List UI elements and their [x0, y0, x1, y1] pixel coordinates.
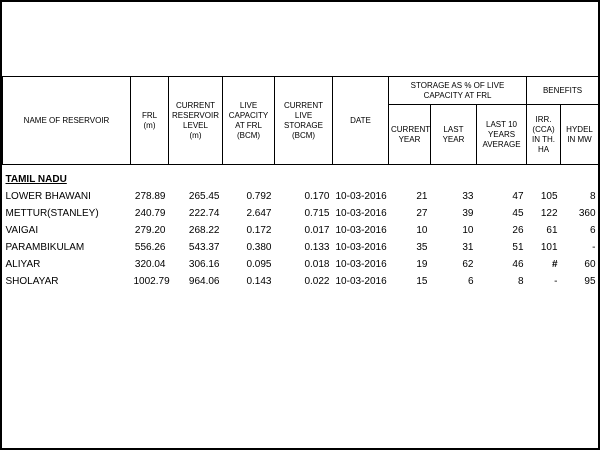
cell-irr: #: [551, 259, 558, 270]
cell-level: 543.37: [188, 242, 220, 253]
cell-current-year: 15: [416, 276, 428, 287]
cell-last10: 8: [517, 276, 524, 287]
cell-irr: 105: [540, 191, 558, 202]
cell-hydel: -: [592, 242, 596, 253]
cell-date: 10-03-2016: [335, 242, 387, 253]
header-storage-group: STORAGE AS % OF LIVE CAPACITY AT FRL: [389, 77, 527, 105]
cell-name: LOWER BHAWANI: [5, 191, 91, 202]
header-benefits-group: BENEFITS: [527, 77, 599, 105]
table-row: [3, 239, 599, 256]
cell-current-year: 10: [416, 225, 428, 236]
header-last-year: LAST YEAR: [431, 105, 477, 165]
cell-hydel: 6: [589, 225, 596, 236]
header-current-level: CURRENT RESERVOIR LEVEL (m): [169, 77, 223, 165]
cell-last-year: 62: [462, 259, 474, 270]
cell-date: 10-03-2016: [335, 208, 387, 219]
cell-capacity: 0.380: [246, 242, 272, 253]
cell-hydel: 60: [584, 259, 596, 270]
header-irr: IRR. (CCA) IN TH. HA: [527, 105, 561, 165]
cell-storage: 0.170: [304, 191, 330, 202]
cell-capacity: 0.095: [246, 259, 272, 270]
cell-last10: 51: [512, 242, 524, 253]
cell-last10: 45: [512, 208, 524, 219]
table-row: [3, 273, 599, 290]
cell-frl: 279.20: [134, 225, 166, 236]
cell-last-year: 10: [462, 225, 474, 236]
cell-irr: 122: [540, 208, 558, 219]
cell-frl: 320.04: [134, 259, 166, 270]
cell-hydel: 95: [584, 276, 596, 287]
cell-frl: 240.79: [134, 208, 166, 219]
header-hydel: HYDEL IN MW: [561, 105, 599, 165]
table-row: [3, 205, 599, 222]
cell-level: 268.22: [188, 225, 220, 236]
cell-last-year: 6: [467, 276, 474, 287]
region-heading: TAMIL NADU: [5, 174, 67, 185]
cell-storage: 0.022: [304, 276, 330, 287]
cell-current-year: 35: [416, 242, 428, 253]
cell-last10: 46: [512, 259, 524, 270]
cell-date: 10-03-2016: [335, 191, 387, 202]
reservoir-table: [2, 76, 599, 290]
header-date: DATE: [333, 77, 389, 165]
cell-capacity: 0.172: [246, 225, 272, 236]
cell-name: PARAMBIKULAM: [5, 242, 85, 253]
cell-name: METTUR(STANLEY): [5, 208, 99, 219]
cell-irr: 101: [540, 242, 558, 253]
cell-frl: 556.26: [134, 242, 166, 253]
cell-last10: 47: [512, 191, 524, 202]
cell-current-year: 19: [416, 259, 428, 270]
cell-level: 306.16: [188, 259, 220, 270]
cell-date: 10-03-2016: [335, 225, 387, 236]
cell-last-year: 39: [462, 208, 474, 219]
cell-name: SHOLAYAR: [5, 276, 59, 287]
cell-storage: 0.018: [304, 259, 330, 270]
cell-last-year: 31: [462, 242, 474, 253]
header-current-year: CURRENT YEAR: [389, 105, 431, 165]
cell-irr: -: [554, 276, 558, 287]
cell-storage: 0.017: [304, 225, 330, 236]
cell-frl: 278.89: [134, 191, 166, 202]
cell-name: VAIGAI: [5, 225, 39, 236]
header-name: NAME OF RESERVOIR: [3, 77, 131, 165]
cell-level: 964.06: [188, 276, 220, 287]
cell-storage: 0.715: [304, 208, 330, 219]
header-frl: FRL (m): [131, 77, 169, 165]
cell-irr: 61: [546, 225, 558, 236]
cell-hydel: 8: [589, 191, 596, 202]
cell-frl: 1002.79: [133, 276, 170, 287]
cell-current-year: 27: [416, 208, 428, 219]
cell-date: 10-03-2016: [335, 276, 387, 287]
cell-level: 222.74: [188, 208, 220, 219]
cell-last-year: 33: [462, 191, 474, 202]
cell-current-year: 21: [416, 191, 428, 202]
cell-last10: 26: [512, 225, 524, 236]
header-last10: LAST 10 YEARS AVERAGE: [477, 105, 527, 165]
header-current-storage: CURRENT LIVE STORAGE (BCM): [275, 77, 333, 165]
cell-capacity: 0.143: [246, 276, 272, 287]
cell-capacity: 2.647: [246, 208, 272, 219]
table-row: [3, 188, 599, 205]
cell-hydel: 360: [578, 208, 596, 219]
cell-name: ALIYAR: [5, 259, 41, 270]
header-live-capacity: LIVE CAPACITY AT FRL (BCM): [223, 77, 275, 165]
cell-level: 265.45: [188, 191, 220, 202]
cell-date: 10-03-2016: [335, 259, 387, 270]
cell-storage: 0.133: [304, 242, 330, 253]
table-row: [3, 256, 599, 273]
cell-capacity: 0.792: [246, 191, 272, 202]
table-row: [3, 222, 599, 239]
